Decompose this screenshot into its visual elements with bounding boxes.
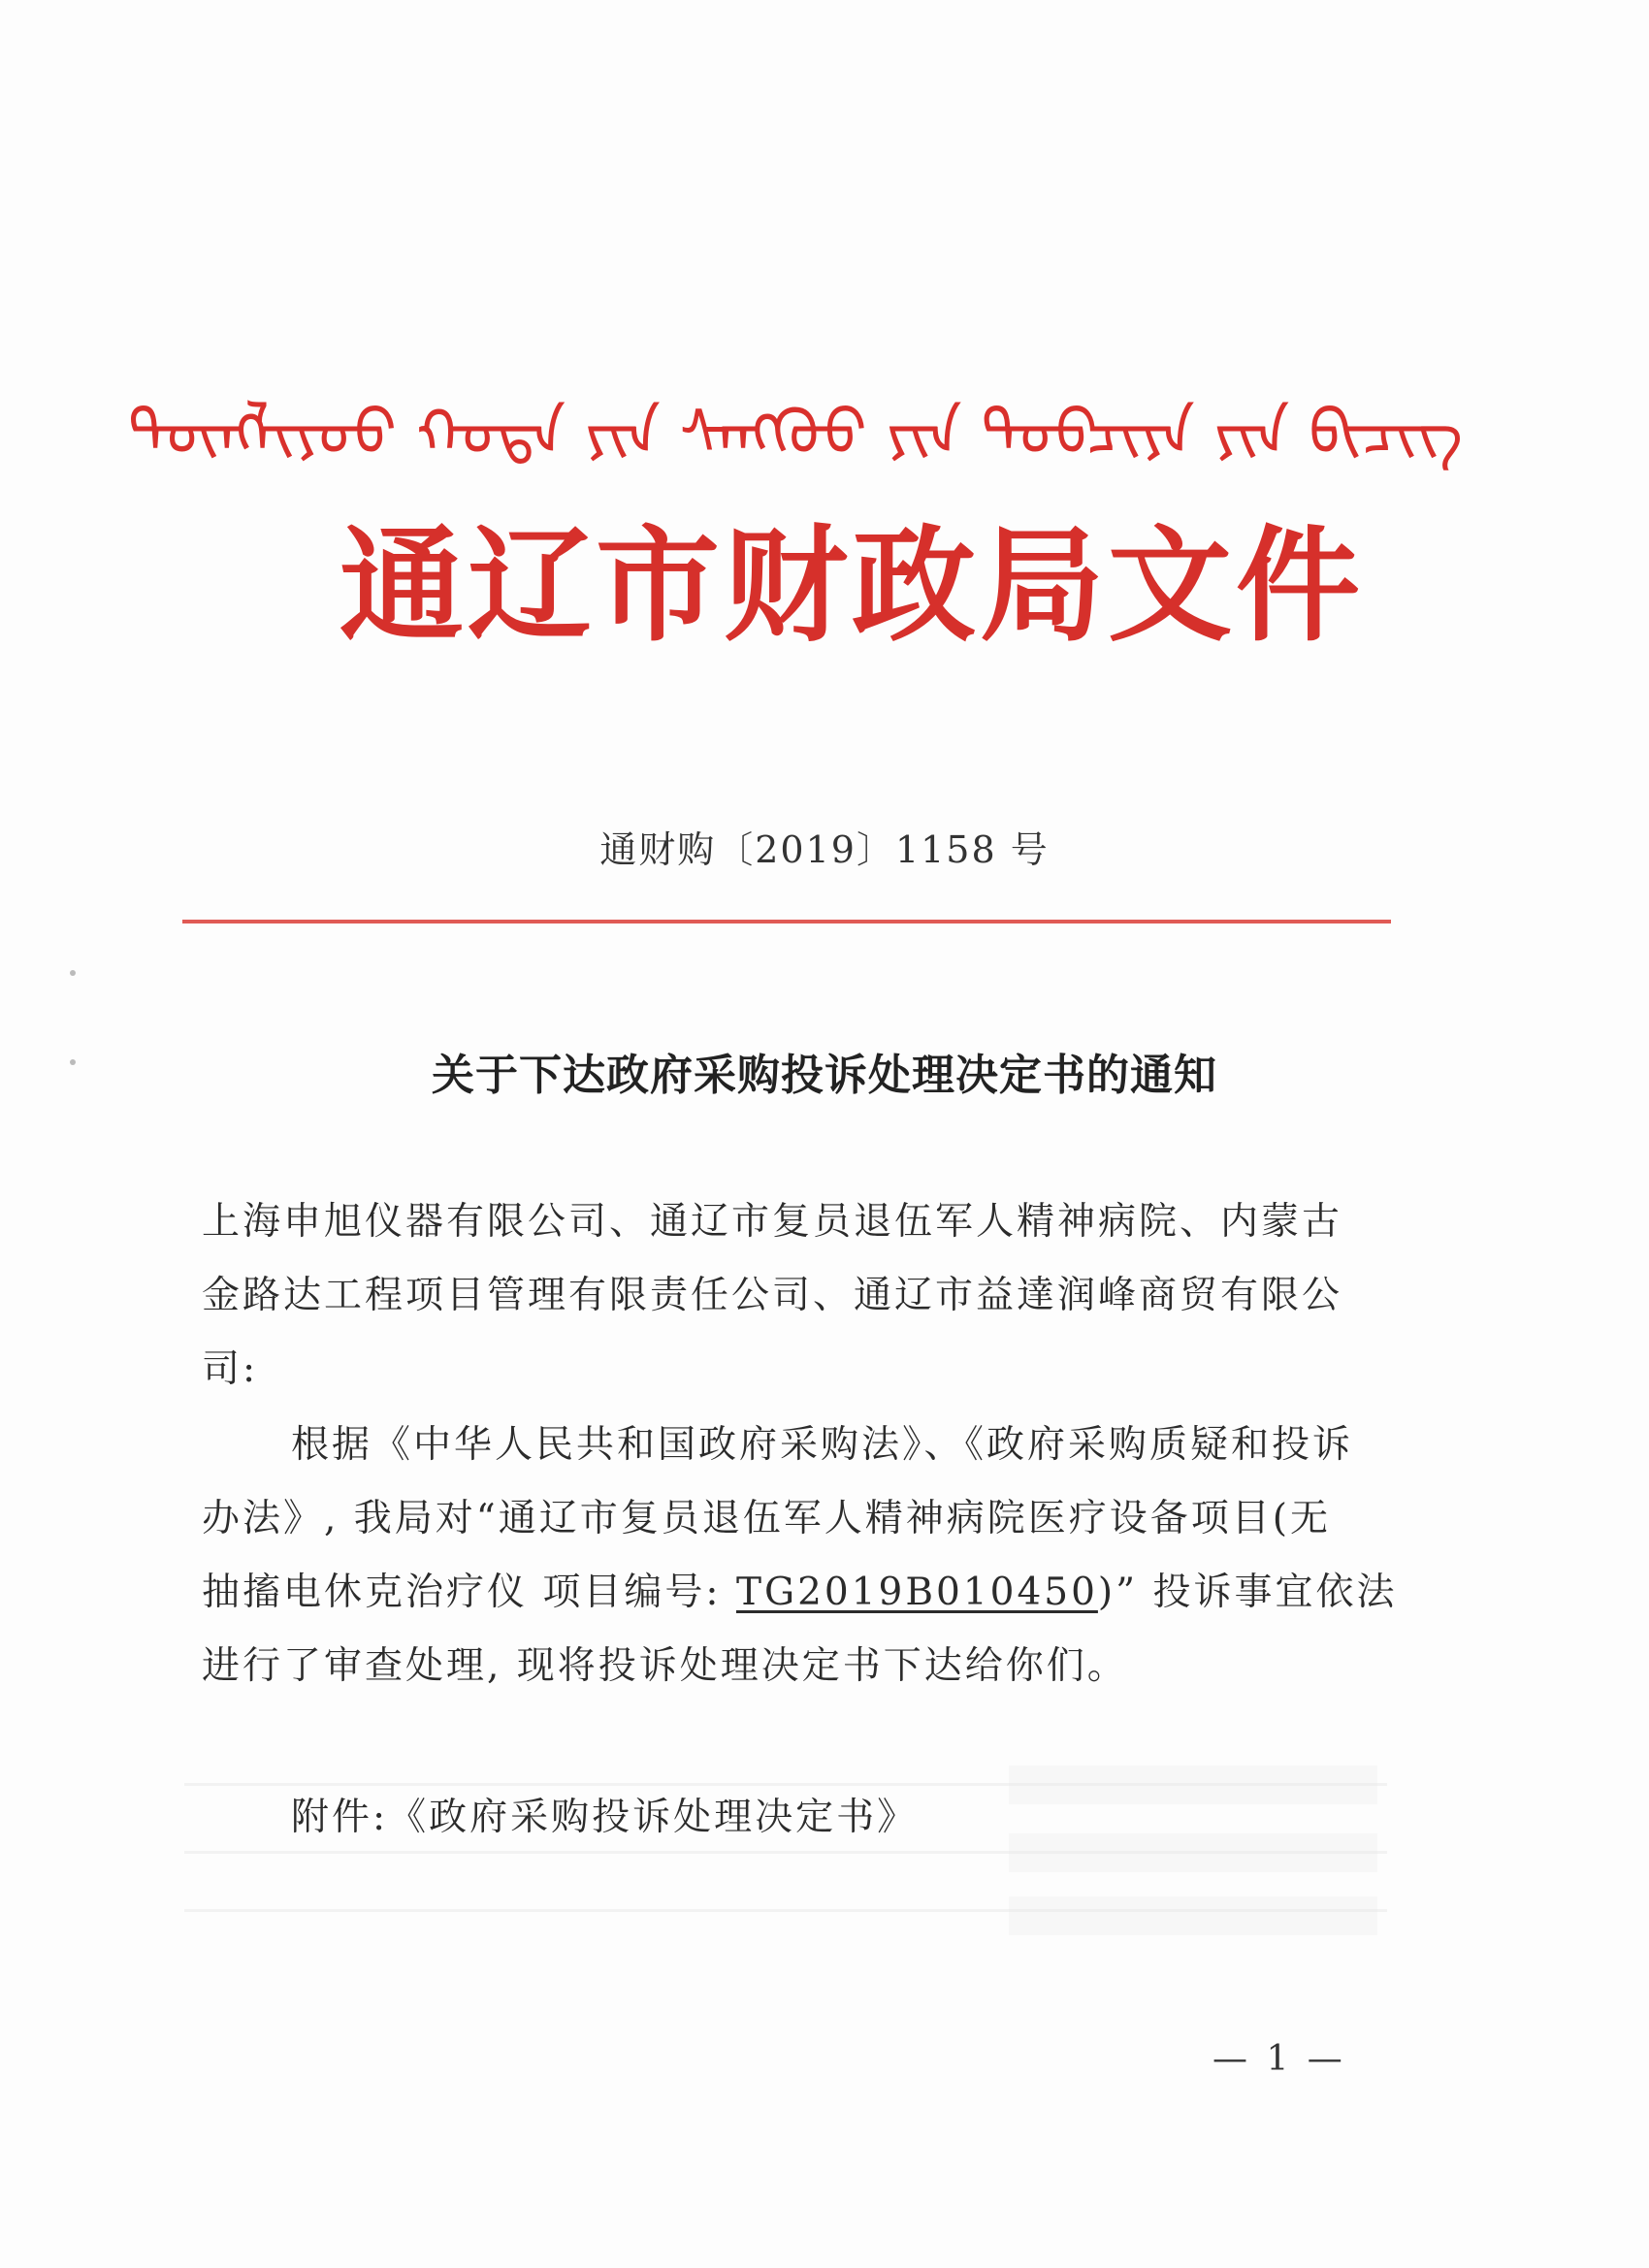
attachment-note: 附件:《政府采购投诉处理决定书》 [291,1796,919,1839]
red-divider-rule [182,920,1391,923]
scan-artifact [1009,1766,1377,1804]
addressee-line: 金路达工程项目管理有限责任公司、通辽市益達润峰商贸有限公 [202,1274,1343,1317]
document-number: 通财购〔2019〕1158 号 [599,828,1050,871]
body-line: 办法》, 我局对“通辽市复员退伍军人精神病院医疗设备项目(无 [202,1497,1331,1540]
scan-speck [70,1059,76,1065]
page-number: — 1 — [1212,2039,1346,2079]
project-code: TG2019B010450 [735,1571,1098,1614]
scan-artifact [1009,1896,1377,1935]
mongolian-text: ᠲᠦᠩᠯᠢᠶᠣᠤ ᠬᠣᠲᠠ ᠶᠢᠨ ᠰᠠᠩᠬᠦᠦ ᠶᠢᠨ ᠲᠣᠪᠴᠢᠶᠠ ᠶᠢᠨ ᠪᠢᠴᠢᠭ [128,398,1463,470]
scan-artifact [1009,1833,1377,1872]
document-header-title: 通辽市财政局文件 [340,514,1365,659]
body-paragraph [202,1409,1405,1703]
addressee-line: 上海申旭仪器有限公司、通辽市复员退伍军人精神病院、内蒙古 [202,1200,1343,1244]
body-line-head: 抽搐电休克治疗仪 项目编号: [202,1571,736,1614]
notice-title: 关于下达政府采购投诉处理决定书的通知 [432,1051,1217,1100]
addressee-block [202,1185,1405,1407]
scan-speck [70,970,76,976]
addressee-line: 司: [202,1347,259,1391]
body-line: 进行了审查处理, 现将投诉处理决定书下达给你们。 [202,1644,1128,1688]
mongolian-script-graphic [128,369,1463,495]
body-line-tail: )” 投诉事宜依法 [1097,1571,1398,1614]
mongolian-header [128,369,1463,495]
body-line: 根据《中华人民共和国政府采购法》、《政府采购质疑和投诉 [291,1423,1354,1467]
body-line [202,1556,1405,1630]
